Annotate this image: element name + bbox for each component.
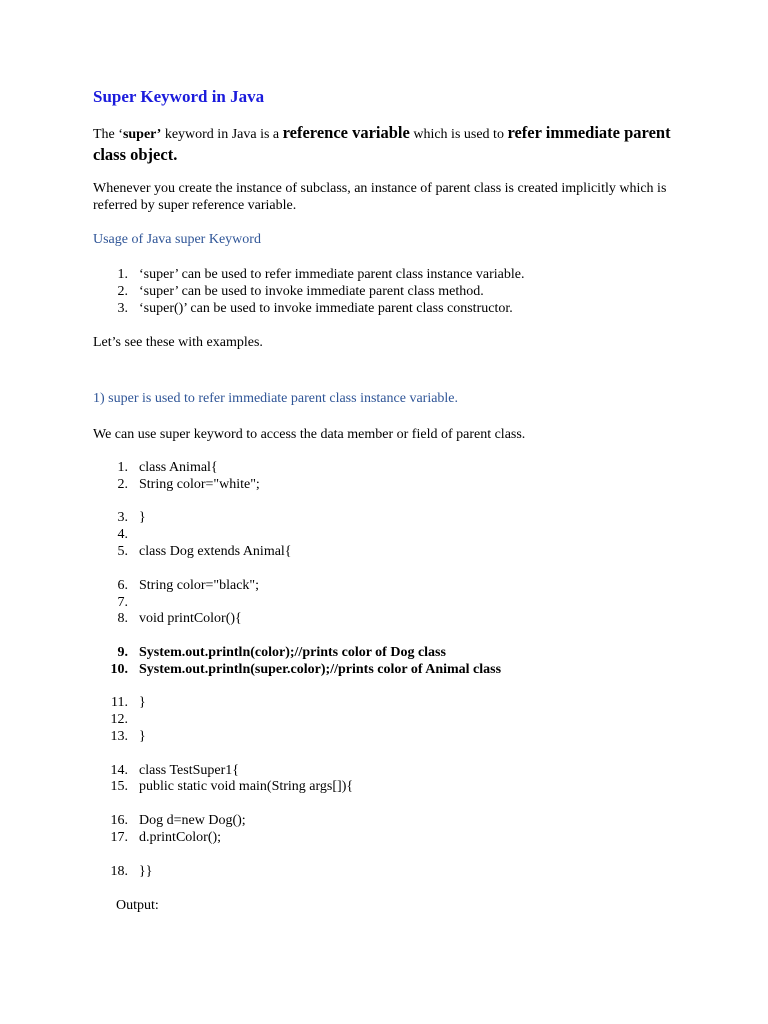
intro-reference-variable: reference variable <box>282 123 410 142</box>
code-line <box>110 661 502 678</box>
code-text: class Dog extends Animal{ <box>139 544 292 559</box>
code-text: String color="white"; <box>139 477 260 492</box>
line-number: 11. <box>111 695 128 710</box>
line-number: 1. <box>117 460 128 475</box>
line-number: 4. <box>117 527 128 542</box>
code-line <box>110 812 246 829</box>
code-line <box>117 543 292 560</box>
code-text: class TestSuper1{ <box>139 763 239 778</box>
intro-text-2: keyword in Java is a <box>161 127 283 142</box>
code-line <box>117 459 218 476</box>
intro-text-3: which is used to <box>409 127 508 142</box>
page-title: Super Keyword in Java <box>93 87 265 106</box>
line-number: 16. <box>110 813 128 828</box>
code-text: d.printColor(); <box>139 830 222 845</box>
line-number: 7. <box>117 595 128 610</box>
code-text: }} <box>139 864 153 879</box>
subclass-paragraph: Whenever you create the instance of subclass, an instance of parent class is created implicitly which is referred by super reference variable. <box>93 181 667 213</box>
usage-heading: Usage of Java super Keyword <box>93 232 261 247</box>
output-label: Output: <box>116 898 159 913</box>
code-line <box>117 476 260 493</box>
code-text: } <box>139 729 146 744</box>
intro-paragraph <box>93 123 693 167</box>
code-line <box>110 829 222 846</box>
line-number: 8. <box>117 611 128 626</box>
line-number: 6. <box>117 578 128 593</box>
examples-text: Let’s see these with examples. <box>93 335 263 350</box>
code-line <box>117 610 242 627</box>
code-text: void printColor(){ <box>139 611 242 626</box>
code-text: class Animal{ <box>139 460 218 475</box>
intro-super-keyword: super’ <box>122 127 162 142</box>
code-text: } <box>139 510 146 525</box>
section-heading: 1) super is used to refer immediate parent class instance variable. <box>93 391 459 406</box>
usage-list-item <box>117 266 525 283</box>
list-item-text: ‘super()’ can be used to invoke immediate parent class constructor. <box>139 301 513 316</box>
code-line <box>110 863 153 880</box>
line-number: 13. <box>110 729 128 744</box>
line-number: 15. <box>110 779 128 794</box>
section-paragraph: We can use super keyword to access the data member or field of parent class. <box>93 427 526 442</box>
usage-list-item <box>117 283 484 300</box>
code-line <box>117 644 446 661</box>
code-line <box>110 762 239 779</box>
code-line <box>110 778 354 795</box>
code-line <box>110 728 146 745</box>
line-number: 10. <box>110 662 128 677</box>
line-number: 12. <box>110 712 128 727</box>
usage-list-item <box>117 300 513 317</box>
code-text: public static void main(String args[]){ <box>139 779 354 794</box>
list-number: 3. <box>117 301 128 316</box>
list-number: 1. <box>117 267 128 282</box>
code-text: Dog d=new Dog(); <box>139 813 246 828</box>
code-text: String color="black"; <box>139 578 260 593</box>
line-number: 3. <box>117 510 128 525</box>
list-item-text: ‘super’ can be used to invoke immediate parent class method. <box>139 284 484 299</box>
line-number: 18. <box>110 864 128 879</box>
line-number: 9. <box>117 645 128 660</box>
line-number: 17. <box>110 830 128 845</box>
code-text: System.out.println(super.color);//prints color of Animal class <box>139 662 502 677</box>
line-number: 2. <box>117 477 128 492</box>
list-number: 2. <box>117 284 128 299</box>
code-line <box>117 577 260 594</box>
list-item-text: ‘super’ can be used to refer immediate parent class instance variable. <box>139 267 525 282</box>
code-line <box>111 694 146 711</box>
intro-text-1: The ‘ <box>93 127 123 142</box>
intro-refer-parent: refer immediate parent class object. <box>93 123 671 164</box>
line-number: 14. <box>110 763 128 778</box>
code-line <box>117 509 146 526</box>
code-text: } <box>139 695 146 710</box>
line-number: 5. <box>117 544 128 559</box>
code-text: System.out.println(color);//prints color of Dog class <box>139 645 446 660</box>
